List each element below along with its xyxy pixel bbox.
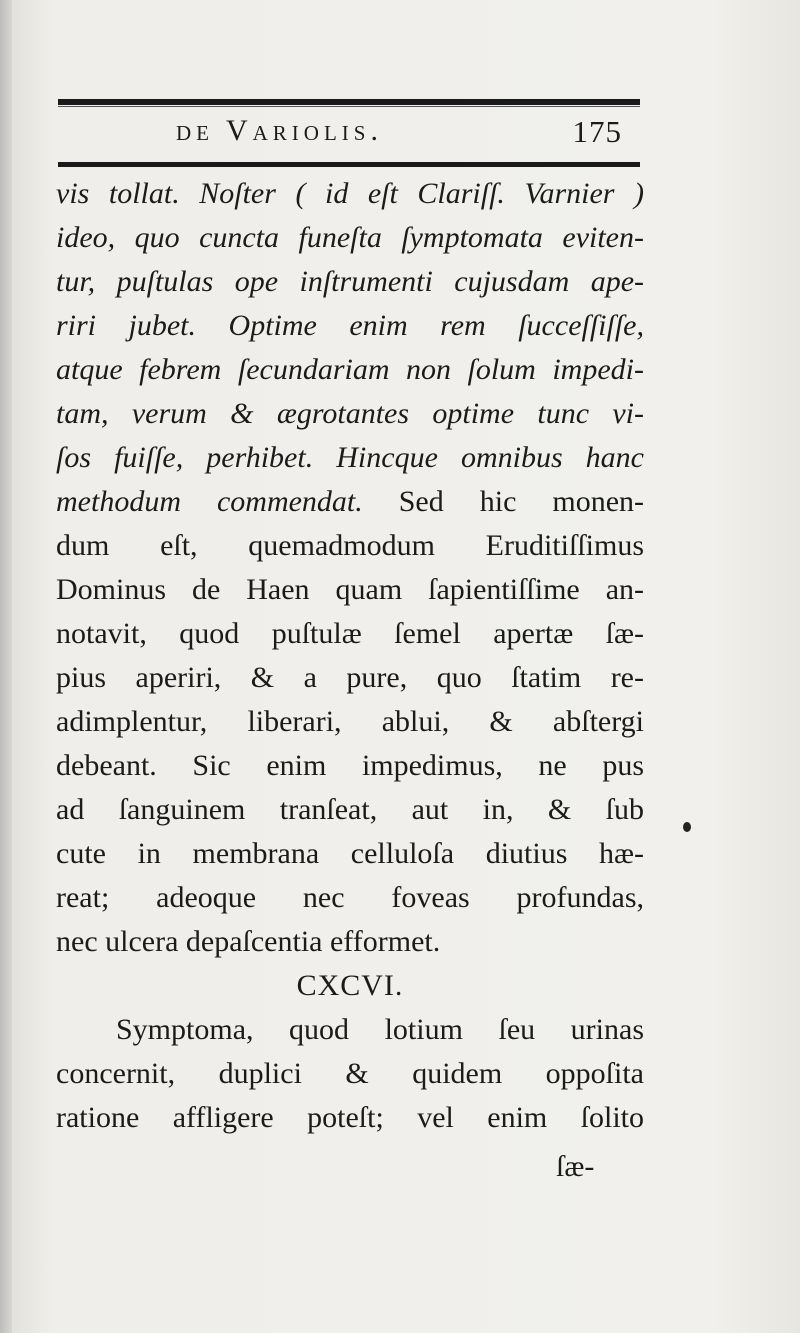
text-line: ratione affligere poteſt; vel enim ſolito [56, 1101, 644, 1134]
text-line: ideo, quo cuncta funeſta ſymptomata eviten- [56, 221, 644, 254]
text-line: reat; adeoque nec foveas profundas, [56, 881, 644, 914]
text-line: pius aperiri, & a pure, quo ſtatim re- [56, 661, 644, 694]
text-line: nec ulcera depaſcentia efformet. [56, 925, 441, 958]
text-line: ſos fuiſſe, perhibet. Hincque omnibus hanc [56, 441, 644, 474]
header-rule-bottom [58, 162, 640, 167]
text-line: Symptoma, quod lotium ſeu urinas [116, 1013, 644, 1046]
text-line: vis tollat. Noſter ( id eſt Clariſſ. Varnier ) [56, 177, 644, 210]
roman-segment: Sed hic monen- [398, 485, 644, 518]
text-line: debeant. Sic enim impedimus, ne pus [56, 749, 644, 782]
text-line-mixed [56, 480, 644, 524]
text-line: concernit, duplici & quidem oppoſita [56, 1057, 644, 1090]
text-line: notavit, quod puſtulæ ſemel apertæ ſæ- [56, 617, 644, 650]
section-heading: CXCVI. [296, 969, 404, 1002]
italic-segment: methodum commendat. [56, 485, 363, 518]
running-head [58, 110, 640, 160]
text-line: atque febrem ſecundariam non ſolum impedi- [56, 353, 644, 386]
ink-spot [683, 822, 691, 832]
text-line: dum eſt, quemadmodum Eruditiſſimus [56, 529, 644, 562]
catchword: ſæ- [556, 1150, 595, 1183]
text-line: adimplentur, liberari, ablui, & abſtergi [56, 705, 644, 738]
text-line: ad ſanguinem tranſeat, aut in, & ſub [56, 793, 644, 826]
header-rule-top-thin [58, 106, 640, 107]
running-title: de Variolis. [176, 114, 383, 147]
text-line: tur, puſtulas ope inſtrumenti cujusdam ape- [56, 265, 644, 298]
page-gutter-shadow [0, 0, 12, 1333]
page-number: 175 [572, 114, 622, 149]
text-line: Dominus de Haen quam ſapientiſſime an- [56, 573, 644, 606]
header-rule-top [58, 99, 640, 105]
text-line: cute in membrana celluloſa diutius hæ- [56, 837, 644, 870]
text-line: tam, verum & ægrotantes optime tunc vi- [56, 397, 644, 430]
body-text [56, 172, 644, 1140]
text-line: riri jubet. Optime enim rem ſucceſſiſſe, [56, 309, 644, 342]
